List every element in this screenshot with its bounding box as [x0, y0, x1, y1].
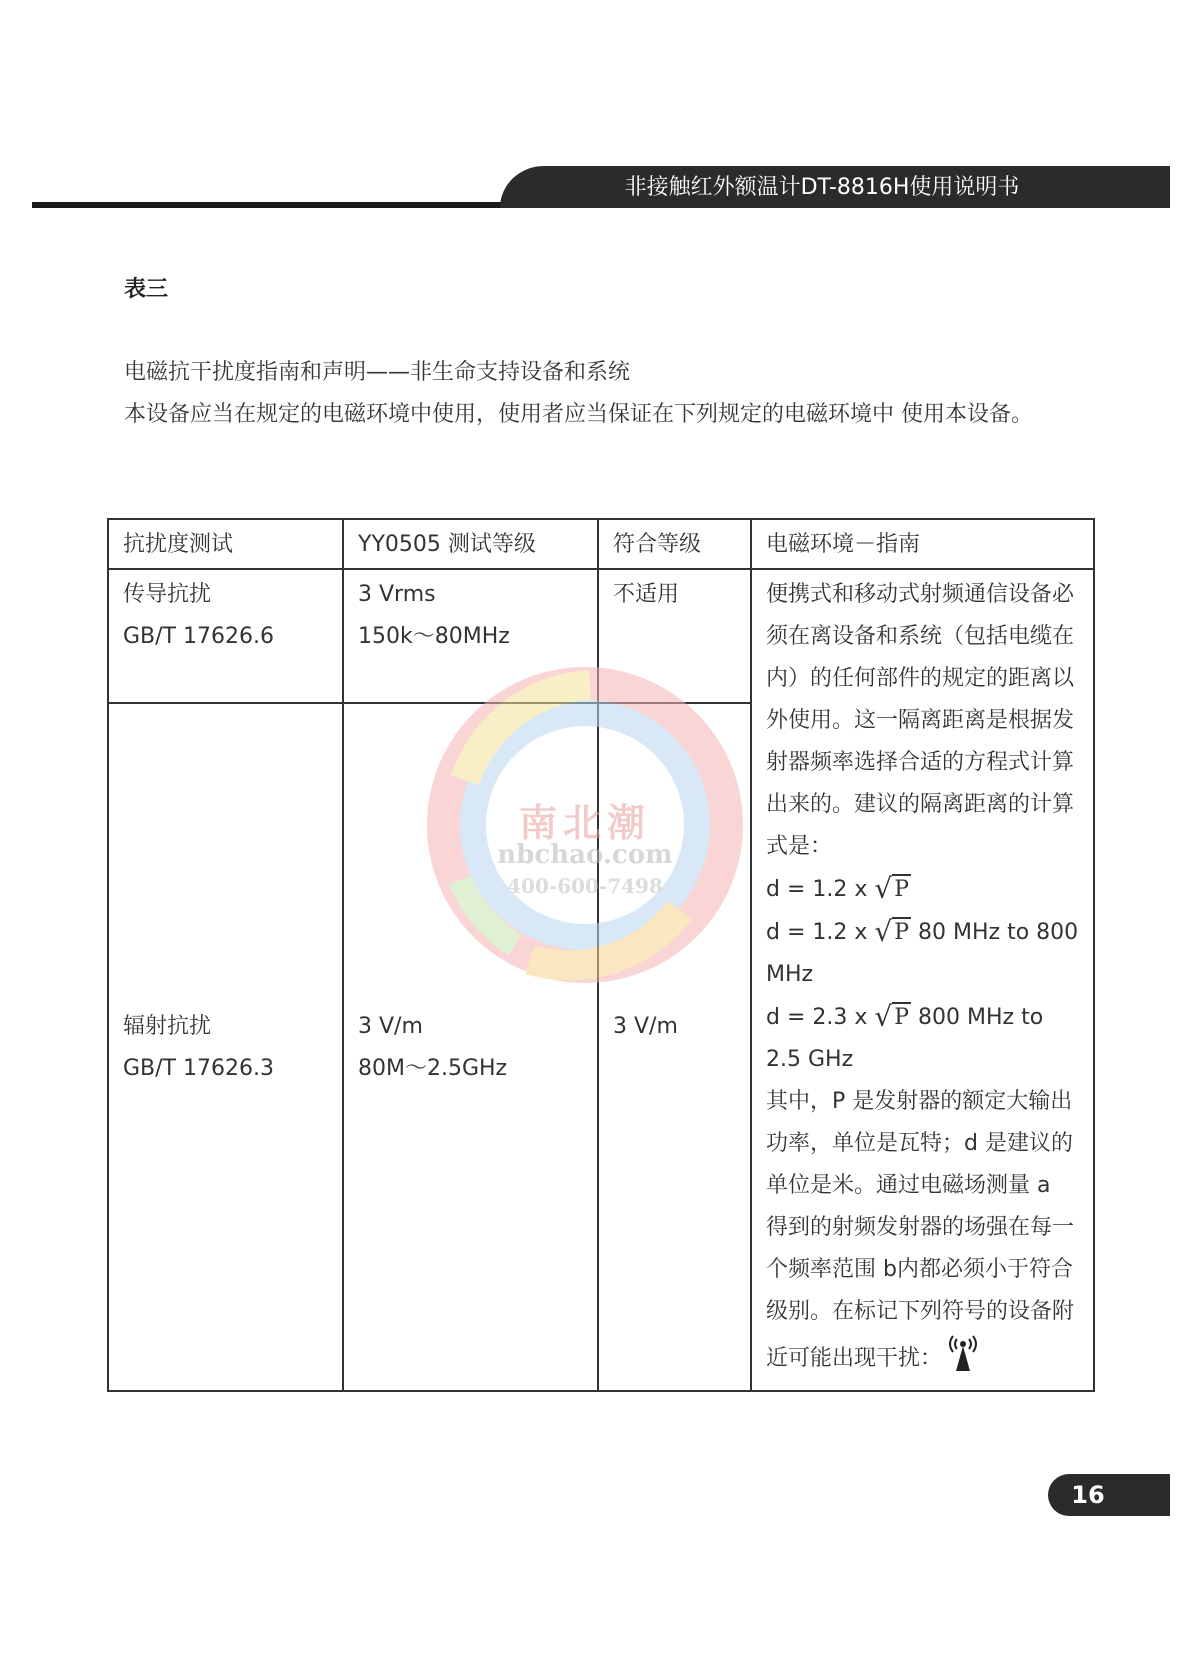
document-title: 非接触红外额温计DT-8816H使用说明书 — [624, 175, 1020, 200]
test-range: 80M～2.5GHz — [358, 1056, 508, 1081]
header-cell-level: YY0505 测试等级 — [343, 519, 598, 569]
radio-interference-icon — [946, 1333, 980, 1388]
test-standard: GB/T 17626.6 — [123, 624, 274, 649]
section-label: 表三 — [124, 277, 169, 302]
test-name: 辐射抗扰 — [123, 1014, 212, 1039]
cell-radiated-compliance: 3 V/m — [598, 703, 751, 1391]
header-cell-compliance: 符合等级 — [598, 519, 751, 569]
intro-line-2: 本设备应当在规定的电磁环境中使用，使用者应当保证在下列规定的电磁环境中 使用本设备。 — [124, 402, 1033, 427]
header-cell-guidance: 电磁环境－指南 — [751, 519, 1094, 569]
cell-conducted-level — [343, 569, 598, 703]
cell-radiated-level — [343, 703, 598, 1391]
watermark-brand: 南北潮 — [518, 800, 651, 845]
cell-guidance — [751, 569, 1094, 1391]
guidance-para-1: 便携式和移动式射频通信设备必须在离设备和系统（包括电缆在内）的任何部件的规定的距离以外使用。这一隔离距离是根据发 射器频率选择合适的方程式计算出来的。建议的隔离距离的计算式是： — [766, 582, 1075, 859]
intro-text — [124, 352, 1084, 436]
sqrt-symbol: √P — [874, 1000, 910, 1033]
table-header-row — [108, 519, 1094, 569]
cell-conducted-test — [108, 569, 343, 703]
test-range: 150k～80MHz — [358, 624, 510, 649]
test-name: 传导抗扰 — [123, 582, 212, 607]
table-row — [108, 569, 1094, 703]
test-level: 3 V/m — [358, 1014, 423, 1039]
header-cell-test: 抗扰度测试 — [108, 519, 343, 569]
cell-radiated-test — [108, 703, 343, 1391]
page-number: 16 — [1071, 1481, 1105, 1509]
formula-3: d = 2.3 x √P 800 MHz to 2.5 GHz — [766, 996, 1079, 1081]
formula-2: d = 1.2 x √P 80 MHz to 800 MHz — [766, 911, 1079, 996]
emc-immunity-table — [107, 518, 1095, 1392]
test-standard: GB/T 17626.3 — [123, 1056, 274, 1081]
sqrt-symbol: √P — [874, 915, 910, 948]
sqrt-symbol: √P — [874, 872, 910, 905]
intro-line-1: 电磁抗干扰度指南和声明——非生命支持设备和系统 — [124, 360, 631, 385]
formula-1: d = 1.2 x √P — [766, 868, 1079, 911]
watermark-phone: 400-600-7498 — [507, 874, 663, 898]
cell-conducted-compliance: 不适用 — [598, 569, 751, 703]
guidance-para-2: 其中，P 是发射器的额定大输出功率，单位是瓦特；d 是建议的单位是米。通过电磁场测量 a 得到的射频发射器的场强在每一个频率范围 b内都必须小于符合级别。在标记下列符号的设备附近可能出现干扰： — [766, 1081, 1079, 1388]
watermark-site: nbchao.com — [497, 840, 673, 870]
test-level: 3 Vrms — [358, 582, 436, 607]
